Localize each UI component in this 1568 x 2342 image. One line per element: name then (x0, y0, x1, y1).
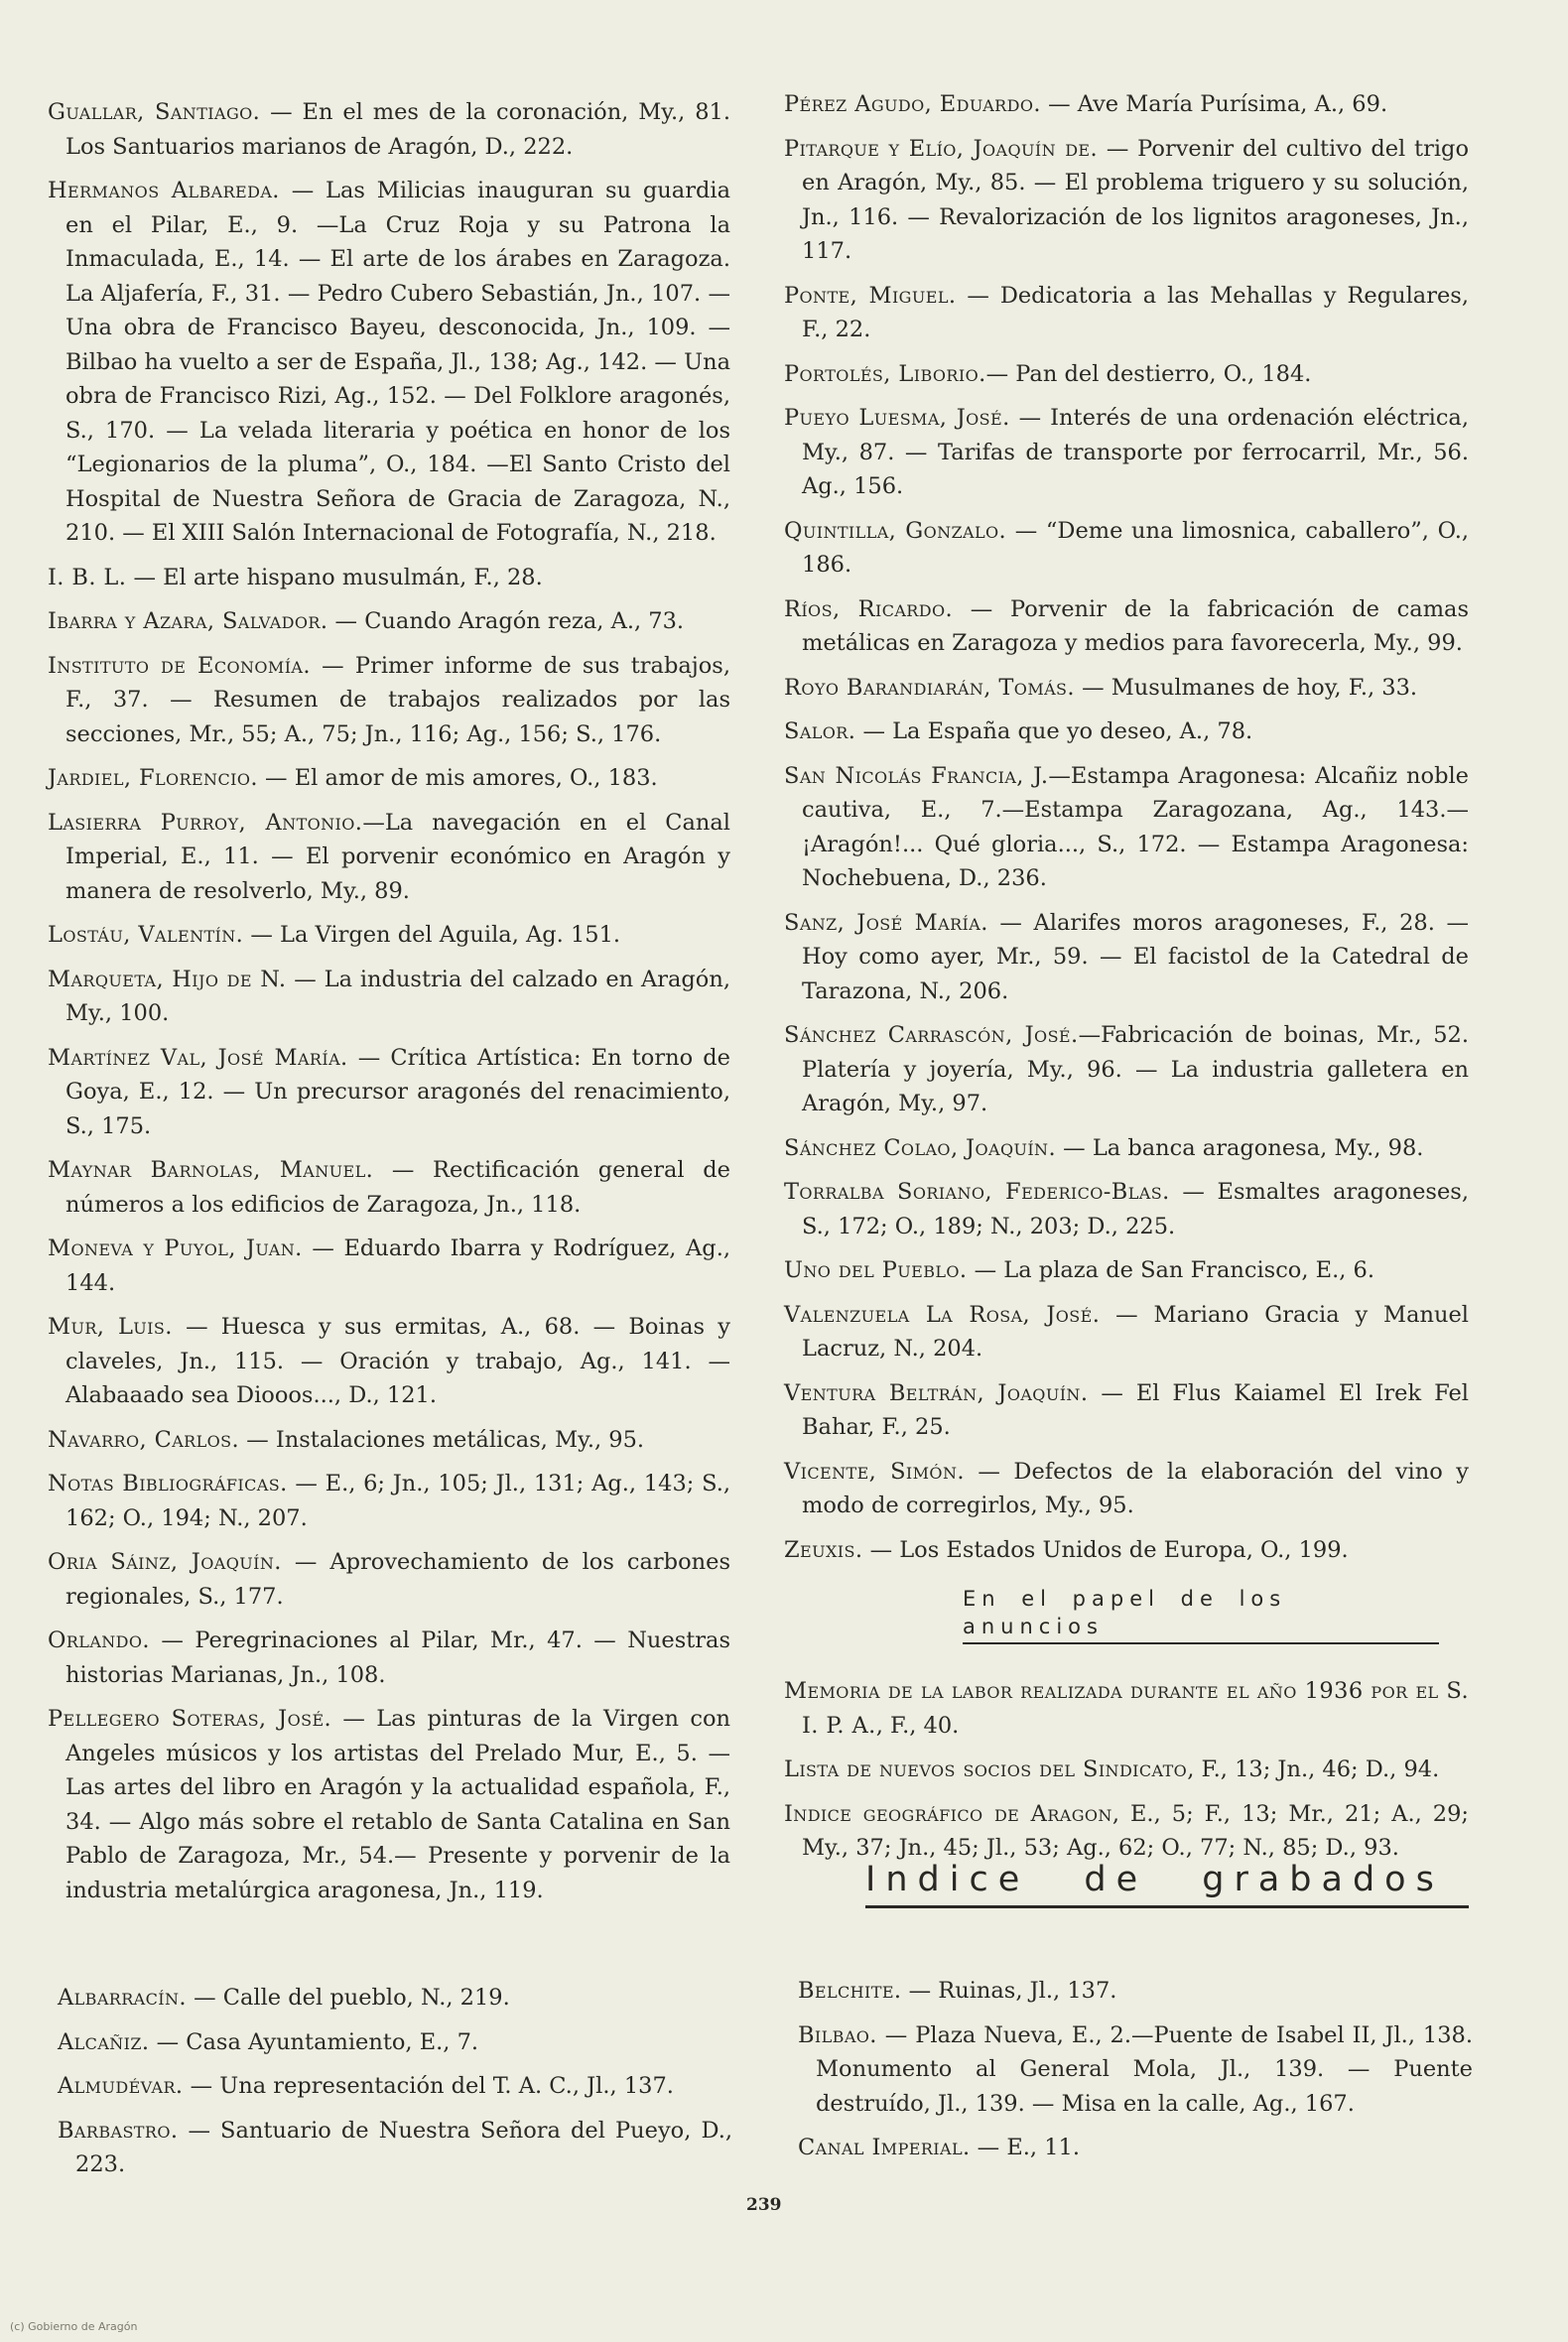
page-number: 239 (746, 2195, 782, 2215)
index-entry (784, 357, 1469, 392)
entry-text: — Calle del pueblo, N., 219. (186, 1985, 510, 2011)
entry-author: Sánchez Carrascón, José. (784, 1022, 1079, 1048)
entry-author: Canal Imperial. (798, 2135, 971, 2160)
entry-author: Barbastro. (58, 2117, 179, 2144)
index-entry (58, 2025, 732, 2060)
index-entry (48, 1702, 730, 1907)
entry-text: — Pan del destierro, O., 184. (985, 360, 1312, 387)
entry-author: Vicente, Simón. (784, 1458, 965, 1485)
entry-text: — Primer informe de sus trabajos, F., 37. — Resumen de trabajos realizados por las secciones, Mr., 55; A., 75; Jn., 116; Ag., 156; S., 176. (65, 652, 730, 747)
entry-text: — Alarifes moros aragoneses, F., 28. — Hoy como ayer, Mr., 59. — El facistol de la Catedral de Tarazona, N., 206. (802, 909, 1469, 1004)
anuncios-entry-list (784, 1674, 1469, 1866)
index-entry (784, 1131, 1469, 1166)
entry-text: —La navegación en el Canal Imperial, E., 11. — El porvenir económico en Aragón y manera de resolverlo, My., 89. (65, 809, 730, 904)
entry-text: — El Flus Kaiamel El Irek Fel Bahar, F., 25. (802, 1379, 1469, 1440)
entry-author: San Nicolás Francia, J. (784, 762, 1049, 789)
grabados-heading: Indice de grabados (865, 1856, 1469, 1908)
entry-author: Belchite. (798, 1978, 902, 2004)
index-entry (48, 761, 730, 796)
index-entry (48, 1467, 730, 1535)
entry-author: Ventura Beltrán, Joaquín. (784, 1379, 1089, 1406)
index-entry (784, 906, 1469, 1009)
entry-author: I. B. L. (48, 564, 127, 590)
index-entry (48, 1232, 730, 1300)
entry-author: Uno del Pueblo. (784, 1257, 968, 1283)
copyright-notice: (c) Gobierno de Aragón (10, 2320, 138, 2333)
index-entry (58, 2069, 732, 2104)
entry-text: — Plaza Nueva, E., 2.—Puente de Isabel II, Jl., 138. Monumento al General Mola, Jl., 139. — Puente destruído, Jl., 139. — Misa en la calle, Ag., 167. (816, 2021, 1473, 2117)
grabados-left-column (58, 1981, 732, 2192)
entry-text: — La España que yo deseo, A., 78. (855, 718, 1253, 744)
entry-author: Valenzuela La Rosa, José. (784, 1301, 1101, 1328)
index-entry (784, 1455, 1469, 1523)
entry-author: Salor. (784, 718, 856, 744)
entry-text: — Porvenir del cultivo del trigo en Aragón, My., 85. — El problema triguero y su solución, Jn., 116. — Revalorización de los lignitos aragoneses, Jn., 117. (802, 135, 1469, 264)
entry-text: — Interés de una ordenación eléctrica, My., 87. — Tarifas de transporte por ferrocarril, Mr., 56. Ag., 156. (802, 405, 1469, 499)
right-entry-list (784, 87, 1469, 1567)
entry-text: — Ave María Purísima, A., 69. (1040, 91, 1388, 117)
entry-author: Mur, Luis. (48, 1314, 173, 1340)
entry-text: — Cuando Aragón reza, A., 73. (327, 608, 685, 634)
entry-author: Ríos, Ricardo. (784, 595, 954, 622)
entry-author: Guallar, Santiago. (48, 99, 261, 125)
entry-author: Alcañiz. (58, 2028, 150, 2055)
index-entry (784, 1753, 1469, 1787)
entry-author: Torralba Soriano, Federico-Blas. (784, 1179, 1170, 1205)
entry-author: Sánchez Colao, Joaquín. (784, 1134, 1057, 1161)
entry-author: Ponte, Miguel. (784, 282, 957, 309)
entry-text: —Estampa Aragonesa: Alcañiz noble cautiva, E., 7.—Estampa Zaragozana, Ag., 143.—¡Aragón!... Qué gloria..., S., 172. — Estampa Aragonesa: Nochebuena, D., 236. (802, 762, 1469, 891)
entry-text: — El arte hispano musulmán, F., 28. (126, 564, 543, 590)
entry-text: — Eduardo Ibarra y Rodríguez, Ag., 144. (65, 1236, 730, 1296)
entry-author: Memoria de la labor realizada durante el año 1936 por el S. I. P. A. (784, 1678, 1469, 1739)
entry-author: Pueyo Luesma, José. (784, 405, 1010, 431)
entry-author: Portolés, Liborio. (784, 360, 986, 387)
entry-author: Almudévar. (58, 2073, 184, 2099)
entry-text: — “Deme una limosnica, caballero”, O., 186. (802, 517, 1470, 578)
entry-author: Marqueta, Hijo de N. (48, 966, 287, 992)
entry-author: Lista de nuevos socios del Sindicato (784, 1756, 1188, 1782)
entry-author: Bilbao. (798, 2021, 877, 2048)
entry-text: — Instalaciones metálicas, My., 95. (239, 1426, 645, 1453)
entry-text: — E., 6; Jn., 105; Jl., 131; Ag., 143; S., 162; O., 194; N., 207. (65, 1471, 730, 1531)
index-entry (48, 1624, 730, 1692)
entry-text: — Rectificación general de números a los edificios de Zaragoza, Jn., 118. (65, 1157, 730, 1218)
entry-author: Lostáu, Valentín. (48, 922, 244, 948)
entry-author: Maynar Barnolas, Manuel. (48, 1157, 374, 1183)
entry-text: — La banca aragonesa, My., 98. (1056, 1134, 1424, 1161)
index-entry (48, 561, 730, 595)
left-column (48, 95, 730, 1917)
index-entry (48, 1423, 730, 1458)
entry-text: —Fabricación de boinas, Mr., 52. Platería y joyería, My., 96. — La industria galletera en Aragón, My., 97. (802, 1022, 1469, 1116)
entry-author: Instituto de Economía. (48, 652, 311, 679)
entry-text: — En el mes de la coronación, My., 81. Los Santuarios marianos de Aragón, D., 222. (65, 99, 730, 160)
entry-text: , F., 40. (875, 1712, 960, 1739)
entry-text: — Musulmanes de hoy, F., 33. (1074, 674, 1418, 701)
entry-text: — Casa Ayuntamiento, E., 7. (149, 2028, 479, 2055)
entry-text: — Los Estados Unidos de Europa, O., 199. (862, 1536, 1349, 1563)
entry-text: — E., 11. (970, 2135, 1080, 2160)
right-column (784, 87, 1469, 1876)
index-entry (784, 1298, 1469, 1366)
entry-author: Zeuxis. (784, 1536, 863, 1563)
entry-author: Navarro, Carlos. (48, 1426, 240, 1453)
index-entry (798, 2018, 1473, 2122)
index-entry (48, 806, 730, 909)
index-entry (784, 715, 1469, 749)
entry-text: — La Virgen del Aguila, Ag. 151. (243, 922, 621, 948)
index-entry (784, 401, 1469, 504)
entry-text: — Huesca y sus ermitas, A., 68. — Boinas y claveles, Jn., 115. — Oración y trabajo, Ag., 141. — Alabaaado sea Diooos..., D., 121. (65, 1314, 731, 1408)
entry-author: Jardiel, Florencio. (48, 765, 258, 791)
entry-text: , E., 5; F., 13; Mr., 21; A., 29; My., 37; Jn., 45; Jl., 53; Ag., 62; O., 77; N., 85; D., 93. (802, 1800, 1469, 1861)
entry-text: — Esmaltes aragoneses, S., 172; O., 189; N., 203; D., 225. (802, 1179, 1469, 1239)
index-entry (784, 87, 1469, 122)
entry-author: Indice geográfico de Aragon (784, 1800, 1112, 1827)
index-entry (48, 95, 730, 164)
index-entry (784, 1018, 1469, 1121)
index-entry (798, 2131, 1473, 2165)
index-entry (48, 1153, 730, 1222)
entry-author: Hermanos Albareda. (48, 178, 280, 203)
index-entry (58, 1981, 732, 2016)
entry-text: , F., 13; Jn., 46; D., 94. (1187, 1756, 1440, 1782)
index-entry (784, 1175, 1469, 1243)
entry-text: — Ruinas, Jl., 137. (901, 1978, 1117, 2004)
entry-text: — La plaza de San Francisco, E., 6. (967, 1257, 1374, 1283)
entry-text: — Las Milicias inauguran su guardia en el Pilar, E., 9. —La Cruz Roja y su Patrona la Inmaculada, E., 14. — El arte de los árabes en Zaragoza. La Aljafería, F., 31. — Pedro Cubero Sebastián, Jn., 107. — Una obra de Francisco Bayeu, desconocida, Jn., 109. — Bilbao ha vuelto a ser de España, Jl., 138; Ag., 142. — Una obra de Francisco Rizi, Ag., 152. — Del Folklore aragonés, S., 170. — La velada literaria y poética en honor de los “Legionarios de la pluma”, O., 184. —El Santo Cristo del Hospital de Nuestra Señora de Gracia de Zaragoza, N., 210. — El XIII Salón Internacional de Fotografía, N., 218. (65, 178, 730, 546)
entry-author: Albarracín. (58, 1985, 187, 2011)
entry-text: — Peregrinaciones al Pilar, Mr., 47. — Nuestras historias Marianas, Jn., 108. (65, 1627, 730, 1688)
index-entry (784, 1376, 1469, 1445)
entry-text: — La industria del calzado en Aragón, My., 100. (65, 966, 730, 1026)
index-entry (48, 1310, 730, 1413)
index-entry (48, 604, 730, 639)
index-entry (784, 1533, 1469, 1568)
entry-text: — Crítica Artística: En torno de Goya, E., 12. — Un precursor aragonés del renacimiento, S., 175. (65, 1044, 730, 1139)
grabados-right-column (798, 1974, 1473, 2175)
entry-author: Notas Bibliográficas. (48, 1471, 288, 1496)
index-entry (784, 279, 1469, 347)
entry-author: Pérez Agudo, Eduardo. (784, 91, 1041, 117)
anuncios-heading: En el papel de los anuncios (963, 1585, 1439, 1644)
index-entry (784, 759, 1469, 896)
index-entry (48, 1041, 730, 1144)
entry-author: Lasierra Purroy, Antonio. (48, 809, 363, 836)
entry-author: Sanz, José María. (784, 909, 988, 936)
entry-author: Martínez Val, José María. (48, 1044, 348, 1071)
index-entry (784, 514, 1469, 583)
index-entry (48, 918, 730, 953)
index-entry (48, 963, 730, 1031)
index-entry (784, 1674, 1469, 1743)
entry-author: Ibarra y Azara, Salvador. (48, 608, 328, 634)
index-entry (48, 174, 730, 551)
entry-author: Orlando. (48, 1627, 150, 1653)
entry-author: Oria Sáinz, Joaquín. (48, 1549, 282, 1575)
entry-author: Pitarque y Elío, Joaquín de. (784, 135, 1099, 162)
index-entry (48, 1545, 730, 1614)
entry-author: Quintilla, Gonzalo. (784, 517, 1007, 544)
index-entry (798, 1974, 1473, 2009)
entry-text: — El amor de mis amores, O., 183. (257, 765, 658, 791)
index-entry (784, 671, 1469, 706)
entry-text: — Santuario de Nuestra Señora del Pueyo, D., 223. (75, 2117, 732, 2177)
index-entry (784, 132, 1469, 269)
entry-text: — Una representación del T. A. C., Jl., 137. (183, 2073, 674, 2099)
index-entry (784, 592, 1469, 661)
entry-text: — Las pinturas de la Virgen con Angeles músicos y los artistas del Prelado Mur, E., 5. — Las artes del libro en Aragón y la actualidad española, F., 34. — Algo más sobre el retablo de Santa Catalina en San Pablo de Zaragoza, Mr., 54.— Presente y porvenir de la industria metalúrgica aragonesa, Jn., 119. (65, 1706, 730, 1903)
entry-text: — Dedicatoria a las Mehallas y Regulares, F., 22. (802, 282, 1469, 342)
index-entry (784, 1253, 1469, 1288)
entry-author: Moneva y Puyol, Juan. (48, 1236, 303, 1261)
entry-text: — Porvenir de la fabricación de camas metálicas en Zaragoza y medios para favorecerla, My., 99. (802, 595, 1469, 656)
entry-text: — Mariano Gracia y Manuel Lacruz, N., 204. (802, 1301, 1469, 1362)
entry-text: — Defectos de la elaboración del vino y modo de corregirlos, My., 95. (802, 1458, 1469, 1518)
index-entry (58, 2114, 732, 2182)
entry-author: Pellegero Soteras, José. (48, 1706, 332, 1732)
index-entry (48, 649, 730, 752)
entry-text: — Aprovechamiento de los carbones regionales, S., 177. (65, 1549, 730, 1610)
entry-author: Royo Barandiarán, Tomás. (784, 674, 1075, 701)
